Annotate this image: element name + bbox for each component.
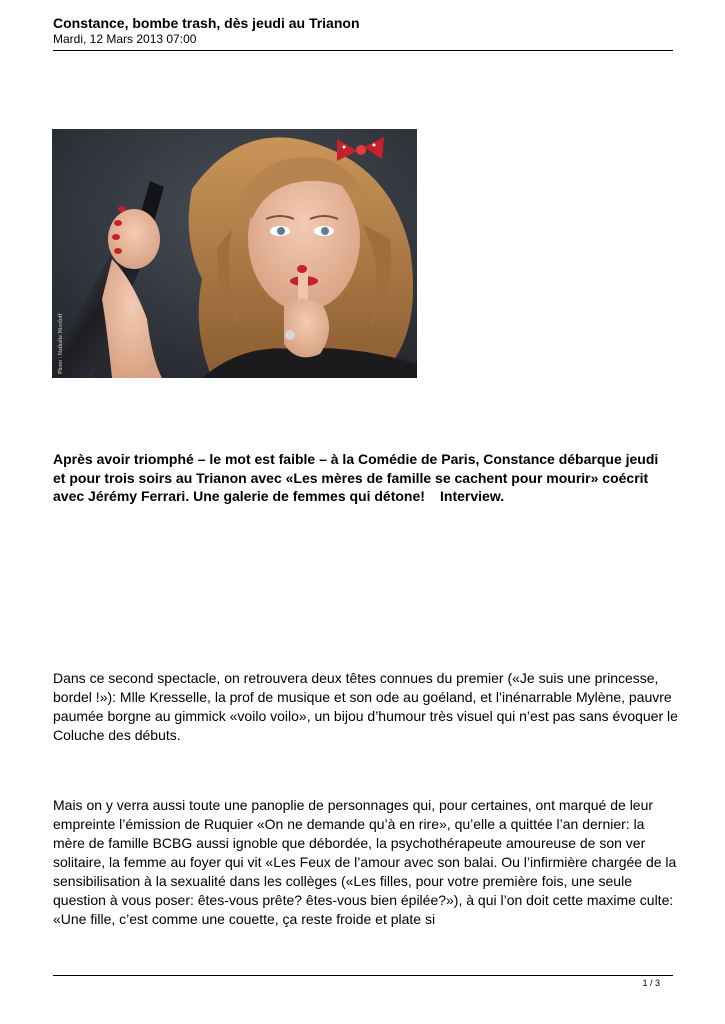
header-divider (53, 50, 673, 51)
footer-divider (53, 975, 673, 976)
photo-credit-text: Photo : Nathalie Nicoloff (58, 313, 64, 374)
article-date: Mardi, 12 Mars 2013 07:00 (53, 32, 197, 46)
article-title: Constance, bombe trash, dès jeudi au Trianon (53, 15, 360, 31)
article-paragraph-2: Mais on y verra aussi toute une panoplie de personnages qui, pour certaines, ont marqué de leur empreinte l’émission de Ruquier «On ne demande qu’à en rire», qu’elle a quittée l’an dernier: la mère de famille BCBG aussi ignoble que débordée, la psychothérapeute amoureuse de son ver solitaire, la femme au foyer qui vit «Les Feux de l’amour avec son balai. Ou l’infirmière chargée de la sensibilisation à la sexualité dans les collèges («Les filles, pour votre première fois, une seule question à vous poser: êtes-vous prête? êtes-vous bien épilée?»), à qui l’on doit cette maxime culte: «Une fille, c’est comme une couette, ça reste froide et plate si (53, 797, 677, 927)
page-number: 1 / 3 (642, 978, 660, 988)
article-lead: Après avoir triomphé – le mot est faible – à la Comédie de Paris, Constance débarque jeudi et pour trois soirs au Trianon avec «Les mères de famille se cachent pour mourir» coécrit avec Jérémy Ferrari. Une galerie de femmes qui détone! Interview. (53, 451, 659, 504)
page-header (53, 15, 673, 47)
photo-credit (52, 129, 66, 378)
article-paragraph-1: Dans ce second spectacle, on retrouvera deux têtes connues du premier («Je suis une princesse, bordel !»): Mlle Kresselle, la prof de musique et son ode au goéland, et l’inénarrable Mylène, pauvre paumée borgne au gimmick «voilo voilo», un bijou d’humour très visuel qui n’est pas sans évoquer le Coluche des débuts.  (53, 670, 678, 743)
article-photo (52, 129, 417, 378)
photo-illustration (52, 129, 417, 378)
